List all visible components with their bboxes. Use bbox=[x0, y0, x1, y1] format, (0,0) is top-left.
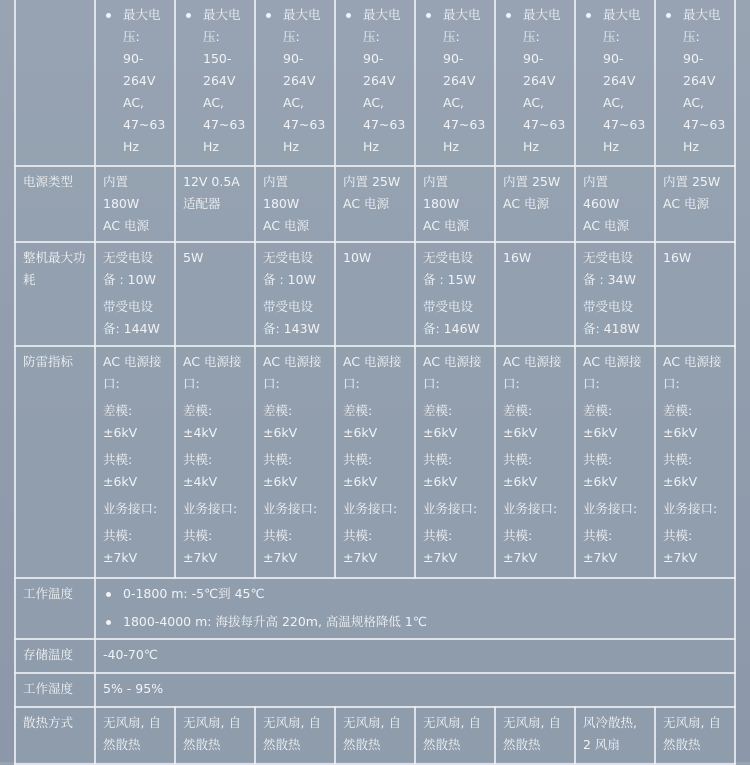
surge-cell: AC 电源接 口: 差模: ±6kV 共模: ±6kV 业务接口: 共模: ±7kV bbox=[495, 346, 575, 578]
voltage-cell bbox=[255, 0, 335, 166]
voltage-cell bbox=[175, 0, 255, 166]
voltage-bullet: 最大电 压: 90- 264V AC, 47~63 Hz bbox=[263, 4, 327, 158]
surge-cell: AC 电源接 口: 差模: ±6kV 共模: ±6kV 业务接口: 共模: ±7kV bbox=[95, 346, 175, 578]
power-type-cell: 内置 25W AC 电源 bbox=[495, 166, 575, 242]
cooling-label: 散热方式 bbox=[15, 707, 95, 764]
power-type-cell: 内置 25W AC 电源 bbox=[335, 166, 415, 242]
max-power-label: 整机最大功 耗 bbox=[15, 242, 95, 346]
power-type-cell: 内置 180W AC 电源 bbox=[255, 166, 335, 242]
voltage-bullet: 最大电 压: 90- 264V AC, 47~63 Hz bbox=[423, 4, 487, 158]
surge-cell: AC 电源接 口: 差模: ±6kV 共模: ±6kV 业务接口: 共模: ±7kV bbox=[655, 346, 735, 578]
cooling-cell: 无风扇, 自 然散热 bbox=[95, 707, 175, 764]
work-temp-cell bbox=[95, 578, 735, 639]
surge-row bbox=[15, 346, 735, 578]
max-power-cell: 无受电设 备 : 15W 带受电设 备: 146W bbox=[415, 242, 495, 346]
voltage-cell bbox=[655, 0, 735, 166]
surge-label: 防雷指标 bbox=[15, 346, 95, 578]
max-power-row bbox=[15, 242, 735, 346]
max-power-cell: 无受电设 备 : 10W 带受电设 备: 144W bbox=[95, 242, 175, 346]
cooling-row bbox=[15, 707, 735, 764]
voltage-cell bbox=[495, 0, 575, 166]
voltage-cell bbox=[335, 0, 415, 166]
cooling-cell: 无风扇, 自 然散热 bbox=[255, 707, 335, 764]
humidity-value: 5% - 95% bbox=[95, 673, 735, 707]
voltage-bullet: 最大电 压: 90- 264V AC, 47~63 Hz bbox=[663, 4, 727, 158]
voltage-cell bbox=[95, 0, 175, 166]
voltage-bullet: 最大电 压: 90- 264V AC, 47~63 Hz bbox=[583, 4, 647, 158]
storage-temp-row bbox=[15, 639, 735, 673]
power-type-label: 电源类型 bbox=[15, 166, 95, 242]
cooling-cell: 风冷散热, 2 风扇 bbox=[575, 707, 655, 764]
voltage-bullet: 最大电 压: 90- 264V AC, 47~63 Hz bbox=[103, 4, 167, 158]
voltage-row-label bbox=[15, 0, 95, 166]
work-temp-row bbox=[15, 578, 735, 639]
max-power-cell: 10W bbox=[335, 242, 415, 346]
work-temp-item: 0-1800 m: -5℃到 45℃ bbox=[103, 583, 727, 605]
surge-cell: AC 电源接 口: 差模: ±6kV 共模: ±6kV 业务接口: 共模: ±7kV bbox=[575, 346, 655, 578]
cooling-cell: 无风扇, 自 然散热 bbox=[495, 707, 575, 764]
power-type-cell: 内置 460W AC 电源 bbox=[575, 166, 655, 242]
storage-temp-label: 存储温度 bbox=[15, 639, 95, 673]
max-power-cell: 无受电设 备 : 10W 带受电设 备: 143W bbox=[255, 242, 335, 346]
max-power-cell: 16W bbox=[655, 242, 735, 346]
voltage-bullet: 最大电 压: 150- 264V AC, 47~63 Hz bbox=[183, 4, 247, 158]
work-temp-item: 1800-4000 m: 海拔每升高 220m, 高温规格降低 1℃ bbox=[103, 611, 727, 633]
storage-temp-value: -40-70℃ bbox=[95, 639, 735, 673]
surge-cell: AC 电源接 口: 差模: ±6kV 共模: ±6kV 业务接口: 共模: ±7kV bbox=[415, 346, 495, 578]
voltage-cell bbox=[575, 0, 655, 166]
power-type-cell: 内置 25W AC 电源 bbox=[655, 166, 735, 242]
voltage-bullet: 最大电 压: 90- 264V AC, 47~63 Hz bbox=[343, 4, 407, 158]
spec-table bbox=[14, 0, 736, 765]
cooling-cell: 无风扇, 自 然散热 bbox=[335, 707, 415, 764]
voltage-row bbox=[15, 0, 735, 166]
cooling-cell: 无风扇, 自 然散热 bbox=[175, 707, 255, 764]
power-type-cell: 12V 0.5A 适配器 bbox=[175, 166, 255, 242]
max-power-cell: 无受电设 备 : 34W 带受电设 备: 418W bbox=[575, 242, 655, 346]
humidity-label: 工作湿度 bbox=[15, 673, 95, 707]
power-type-cell: 内置 180W AC 电源 bbox=[415, 166, 495, 242]
voltage-cell bbox=[415, 0, 495, 166]
cooling-cell: 无风扇, 自 然散热 bbox=[415, 707, 495, 764]
surge-cell: AC 电源接 口: 差模: ±4kV 共模: ±4kV 业务接口: 共模: ±7kV bbox=[175, 346, 255, 578]
cooling-cell: 无风扇, 自 然散热 bbox=[655, 707, 735, 764]
max-power-cell: 16W bbox=[495, 242, 575, 346]
power-type-row bbox=[15, 166, 735, 242]
power-type-cell: 内置 180W AC 电源 bbox=[95, 166, 175, 242]
work-temp-label: 工作温度 bbox=[15, 578, 95, 639]
surge-cell: AC 电源接 口: 差模: ±6kV 共模: ±6kV 业务接口: 共模: ±7kV bbox=[255, 346, 335, 578]
humidity-row bbox=[15, 673, 735, 707]
voltage-bullet: 最大电 压: 90- 264V AC, 47~63 Hz bbox=[503, 4, 567, 158]
surge-cell: AC 电源接 口: 差模: ±6kV 共模: ±6kV 业务接口: 共模: ±7kV bbox=[335, 346, 415, 578]
max-power-cell: 5W bbox=[175, 242, 255, 346]
